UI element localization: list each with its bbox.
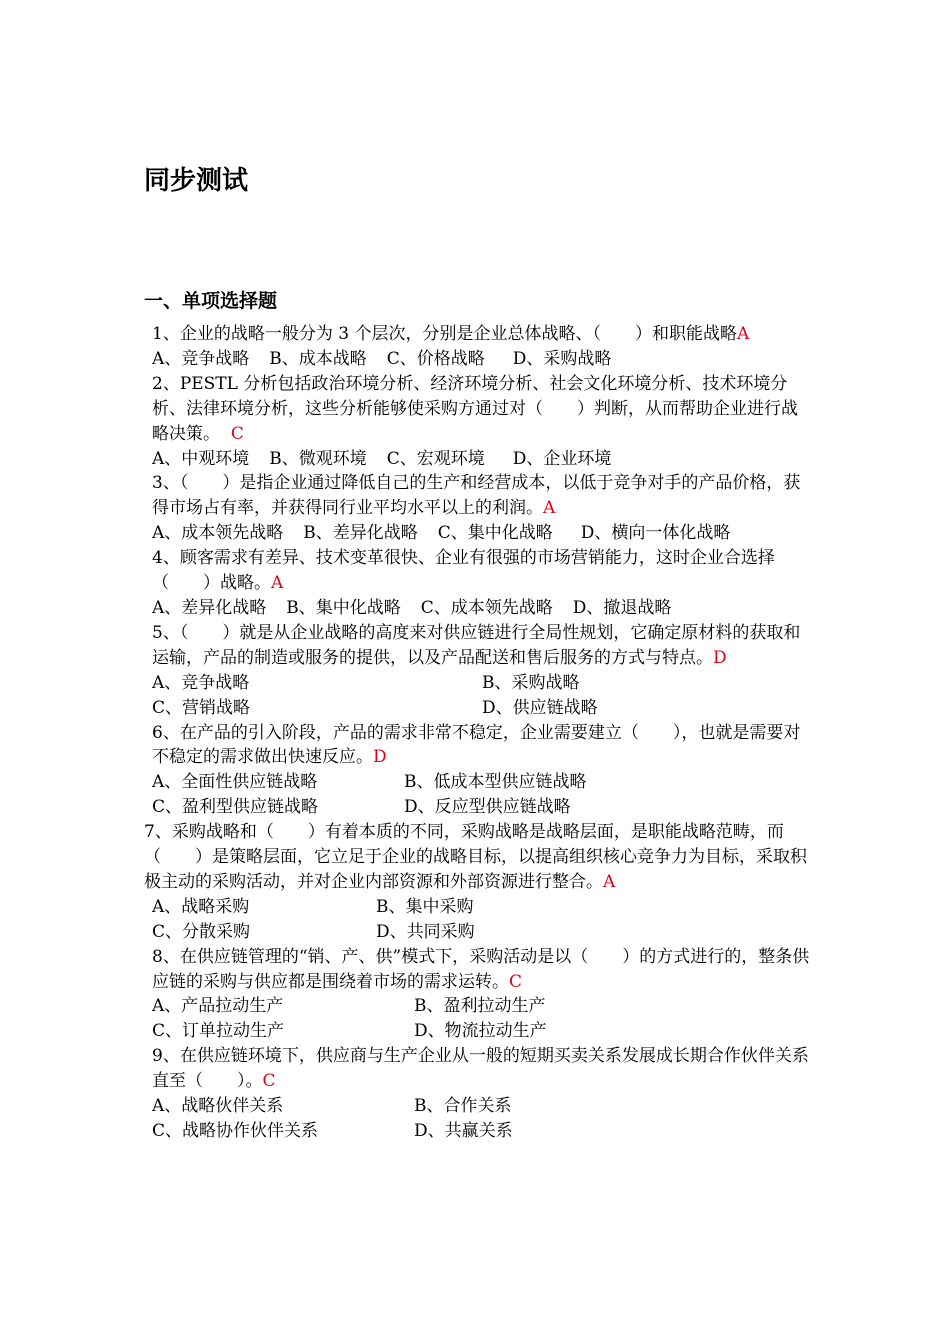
option-c: C、集中化战略 — [437, 523, 553, 544]
option-a: A、产品拉动生产 — [152, 996, 284, 1017]
question-9 — [152, 1044, 812, 1094]
question-text: 7、采购战略和（ ）有着本质的不同，采购战略是战略层面，是职能战略范畴，而（ ）是策略层面，它立足于企业的战略目标，以提高组织核心竞争力为目标，采取积极主动的采购活动，并对企业内部资源和外部资源进行整合。 — [144, 822, 807, 892]
option-d: D、横向一体化战略 — [580, 523, 731, 544]
question-4 — [152, 546, 812, 596]
option-d: D、共同采购 — [376, 921, 475, 942]
page-title: 同步测试 — [144, 166, 249, 196]
option-c: C、分散采购 — [152, 921, 251, 942]
question-8 — [152, 945, 812, 995]
question-text: 9、在供应链环境下，供应商与生产企业从一般的短期买卖关系发展成长期合作伙伴关系直至（ ）。 — [152, 1046, 809, 1092]
answer-key: C — [262, 1071, 276, 1092]
options-grid — [152, 994, 812, 1044]
option-b: B、低成本型供应链战略 — [404, 772, 587, 793]
option-d: D、撤退战略 — [572, 597, 672, 618]
option-d: D、反应型供应链战略 — [404, 797, 571, 818]
option-a: A、中观环境 — [152, 448, 250, 469]
option-b: B、合作关系 — [414, 1096, 512, 1117]
answer-key: D — [373, 747, 387, 768]
option-a: A、战略采购 — [152, 896, 250, 917]
answer-key: D — [713, 647, 727, 668]
option-b: B、微观环境 — [269, 448, 367, 469]
answer-key: C — [230, 423, 244, 444]
question-text: 8、在供应链管理的“销、产、供”模式下，采购活动是以（ ）的方式进行的，整条供应链的采购与供应都是围绕着市场的需求运转。 — [152, 946, 810, 992]
option-b: B、集中采购 — [376, 896, 474, 917]
question-2 — [152, 372, 812, 447]
options-grid — [152, 770, 812, 820]
question-text: 3、（ ）是指企业通过降低自己的生产和经营成本，以低于竞争对手的产品价格，获得市场占有率，并获得同行业平均水平以上的利润。 — [152, 473, 801, 519]
answer-key: A — [543, 498, 556, 519]
question-1 — [152, 322, 812, 347]
option-d: D、物流拉动生产 — [414, 1021, 547, 1042]
answer-key: A — [736, 324, 750, 344]
option-b: B、采购战略 — [482, 672, 580, 693]
section-heading: 一、单项选择题 — [144, 290, 278, 312]
question-list — [144, 322, 812, 1144]
option-d: D、共赢关系 — [414, 1121, 513, 1141]
question-6 — [152, 721, 812, 771]
option-d: D、供应链战略 — [482, 697, 598, 718]
option-c: C、订单拉动生产 — [152, 1021, 285, 1042]
question-text: 2、PESTL 分析包括政治环境分析、经济环境分析、社会文化环境分析、技术环境分析、法律环境分析，这些分析能够使采购方通过对（ ）判断，从而帮助企业进行战略决策。 — [152, 373, 798, 444]
question-5 — [152, 621, 812, 671]
options-grid — [152, 895, 812, 945]
options-row — [152, 447, 812, 472]
options-row — [152, 521, 812, 546]
question-text: 1、企业的战略一般分为 3 个层次，分别是企业总体战略、（ ）和职能战略 — [152, 324, 737, 344]
option-c: C、价格战略 — [386, 348, 485, 369]
option-a: A、成本领先战略 — [152, 523, 284, 544]
option-b: B、集中化战略 — [286, 597, 401, 618]
answer-key: A — [271, 573, 284, 594]
question-text: 5、（ ）就是从企业战略的高度来对供应链进行全局性规划，它确定原材料的获取和运输，产品的制造或服务的提供，以及产品配送和售后服务的方式与特点。 — [152, 622, 801, 668]
option-d: D、企业环境 — [512, 448, 612, 469]
options-grid — [152, 1094, 812, 1144]
question-text: 4、顾客需求有差异、技术变革很快、企业有很强的市场营销能力，这时企业合选择（ ）战略。 — [152, 548, 775, 594]
option-a: A、竞争战略 — [152, 672, 250, 693]
option-b: B、成本战略 — [269, 348, 367, 369]
question-7 — [144, 820, 816, 895]
question-text: 6、在产品的引入阶段，产品的需求非常不稳定，企业需要建立（ ），也就是需要对不稳定的需求做出快速反应。 — [152, 722, 801, 768]
option-c: C、成本领先战略 — [420, 597, 553, 618]
answer-key: A — [603, 871, 616, 892]
options-row — [152, 347, 812, 372]
answer-key: C — [509, 971, 523, 992]
option-c: C、战略协作伙伴关系 — [152, 1121, 319, 1141]
option-a: A、竞争战略 — [152, 348, 250, 369]
options-grid — [152, 671, 812, 721]
option-c: C、盈利型供应链战略 — [152, 797, 319, 818]
option-a: A、战略伙伴关系 — [152, 1096, 284, 1117]
option-b: B、差异化战略 — [303, 523, 418, 544]
option-a: A、全面性供应链战略 — [152, 772, 318, 793]
option-a: A、差异化战略 — [152, 597, 267, 618]
option-c: C、宏观环境 — [386, 448, 485, 469]
question-3 — [152, 471, 812, 521]
option-d: D、采购战略 — [512, 348, 612, 369]
option-c: C、营销战略 — [152, 697, 251, 718]
option-b: B、盈利拉动生产 — [414, 996, 546, 1017]
options-row — [152, 596, 812, 621]
